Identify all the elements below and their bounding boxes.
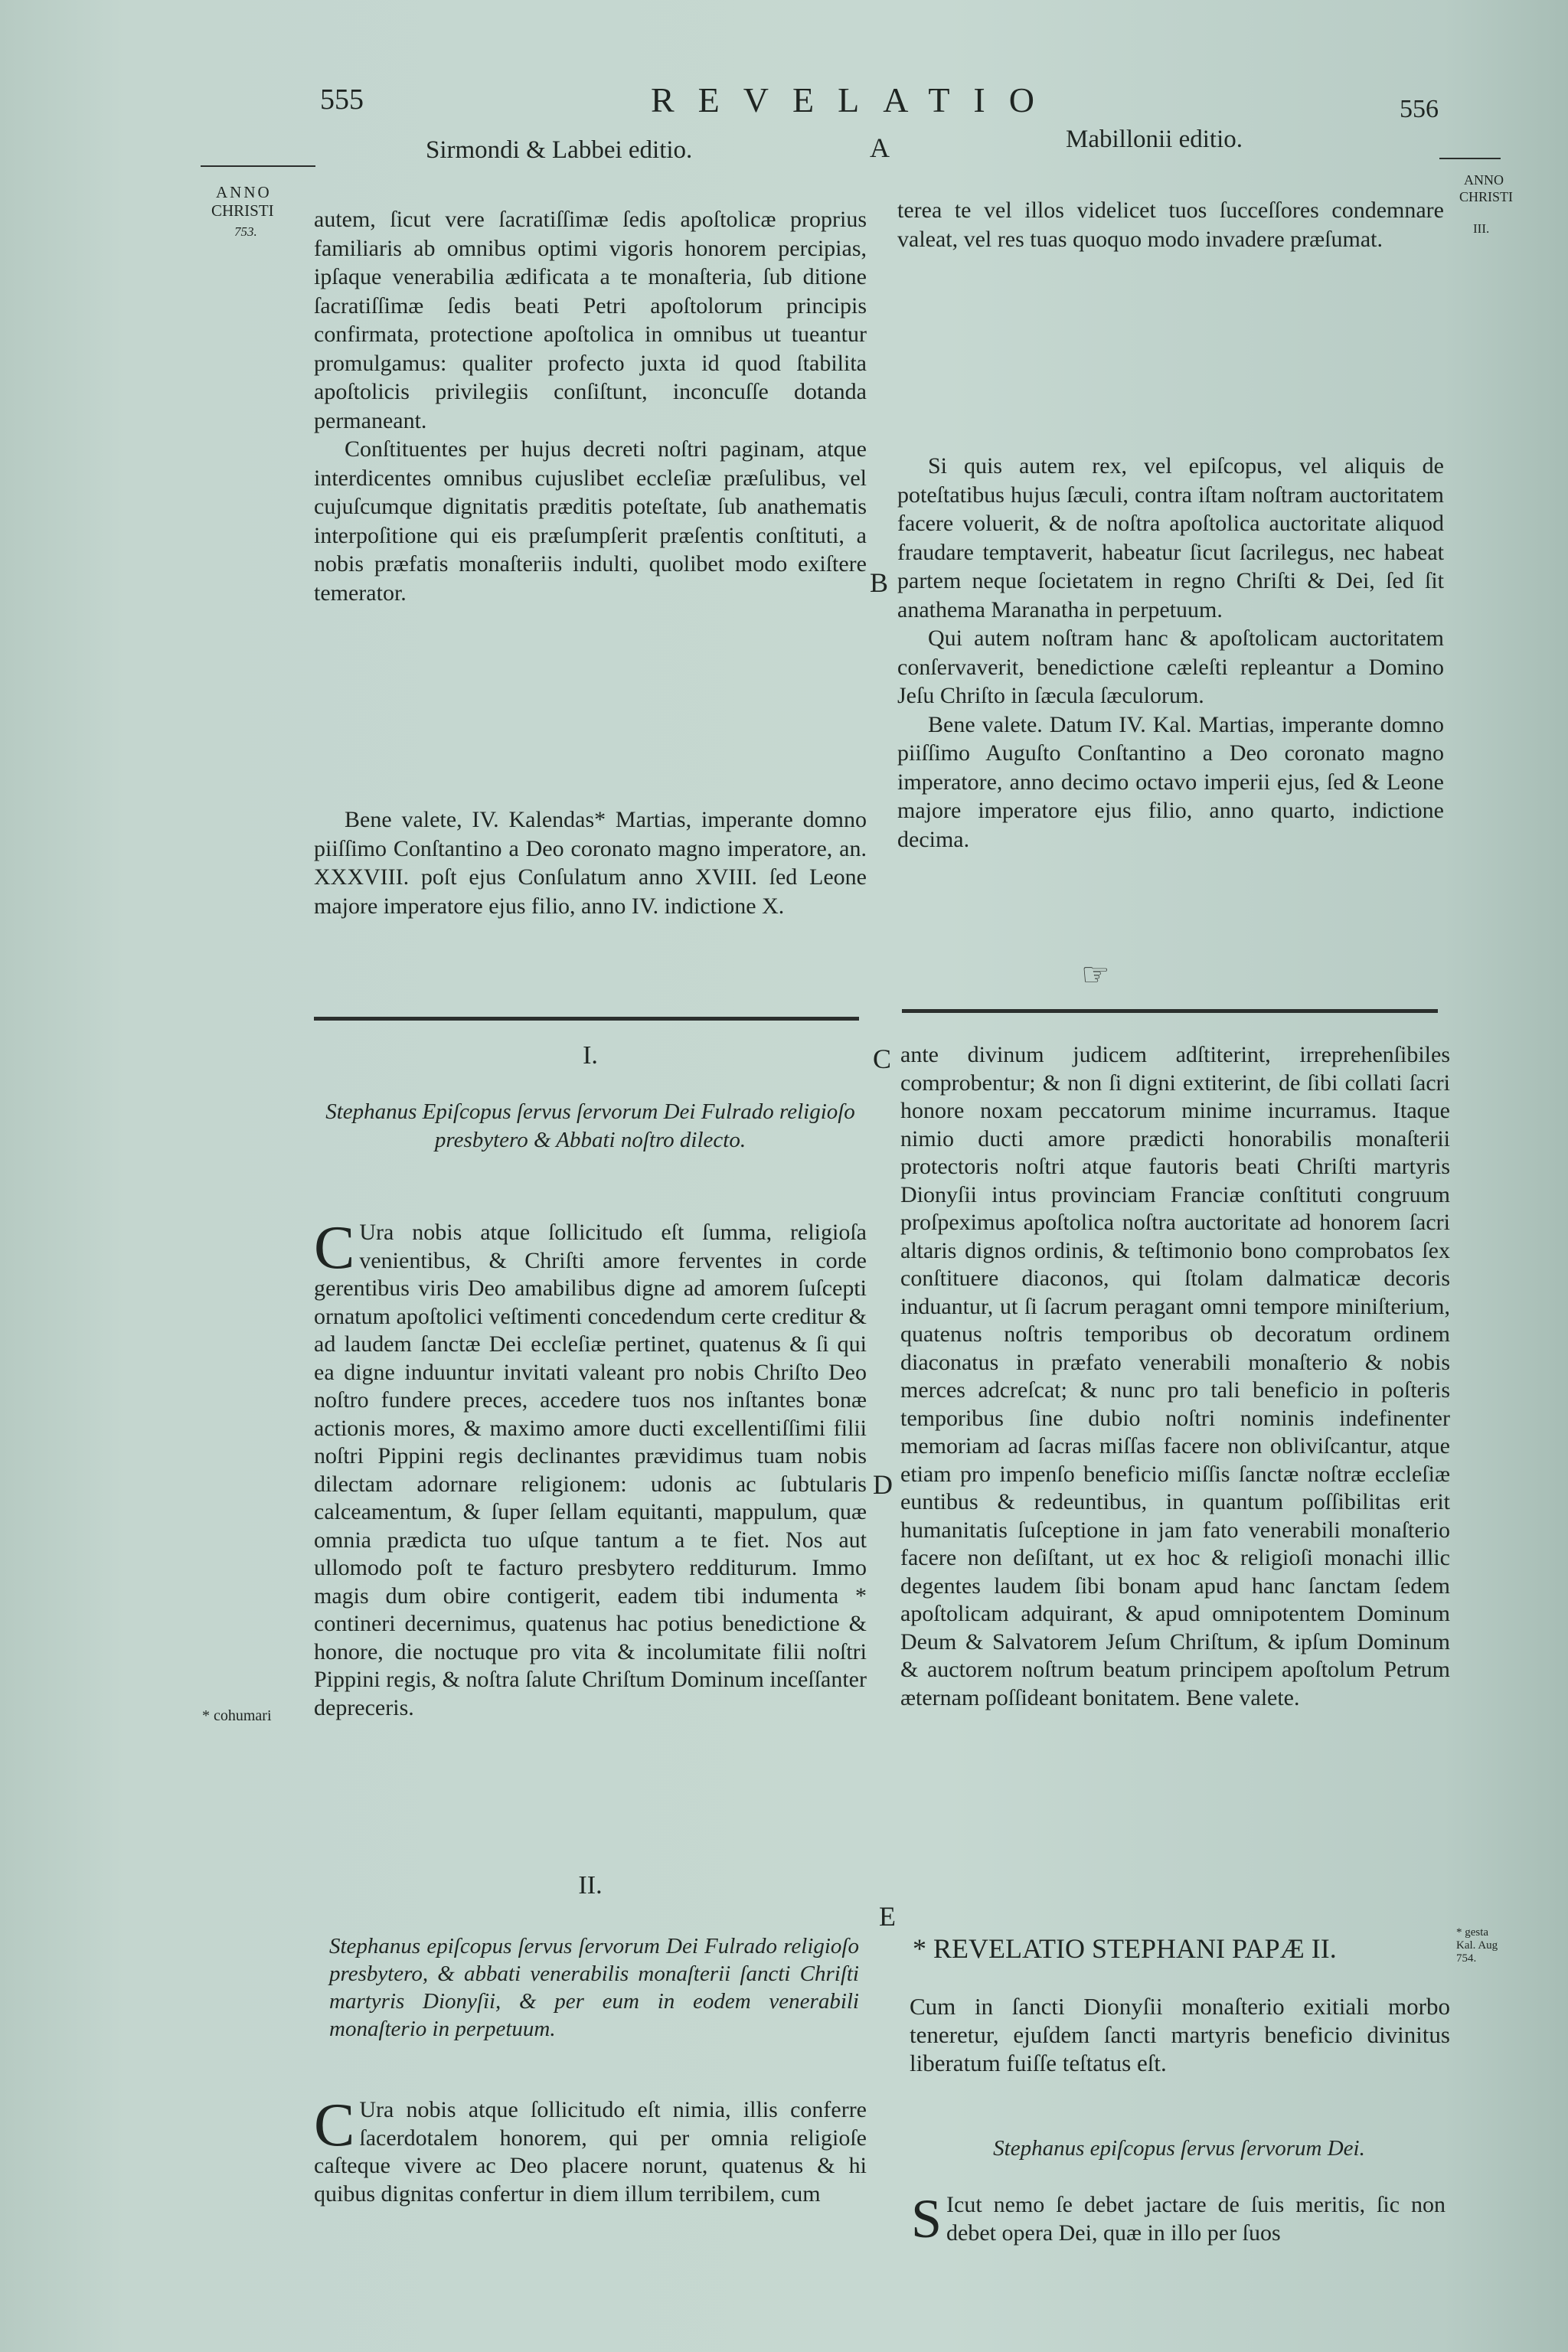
- edition-right: Mabillonii editio.: [1066, 126, 1243, 153]
- top-left-para-3: Bene valete, IV. Kalendas* Martias, imperante domno piiſſimo Conſtantino a Deo coronato magno imperatore, an. XXXVIII. poſt ejus Conſulatum anno XVIII. ſed Leone majore imperatore ejus filio, anno IV. indictione X.: [314, 807, 867, 919]
- divider-rule-right: [902, 1009, 1438, 1013]
- section-letter-c: C: [873, 1044, 892, 1074]
- margin-note-gesta-1: * gesta: [1456, 1926, 1489, 1939]
- doc1-numeral: I.: [583, 1041, 598, 1070]
- doc1-continuation: ante divinum judicem adſtiterint, irreprehenſibiles comprobentur; & non ſi digni extiterint, de ſibi collati ſacri honore noxam peccatorum minime incurramus. Itaque nimio ducti amore prædicti honorabilis monaſterii protectoris noſtri atque fautoris beati Chriſti martyris Dionyſii intus provinciam Franciæ conſtituti congruum proſpeximus apoſtolica noſtra auctoritate ad honorem ſacri altaris dignos ordinis, & teſtimonio bono comprobatos ſex conſtituere diaconos, qui ſtolam dalmaticæ decoris induantur, ut ſi ſacrum peragant omni tempore miniſterium, quatenus noſtris temporibus ob decoratum ordinem diaconatus in præfato venerabili monaſterio & nobis merces adcreſcat; & nunc pro tali beneficio in poſteris temporibus ſine dubio noſtri nominis indefinenter memoriam ad ſacras miſſas facere non obliviſcantur, atque etiam pro impenſo beneficio miſſis ſanctæ noſtræ eccleſiæ euntibus & redeuntibus, in quantum poſſibilitas erit humanitatis ſuſceptione in jam fato venerabili monaſterio facere non deſiſtant, ut ex hoc & religioſi monachi illic degentes laudem ſibi bonam apud hanc ſanctam ſedem apoſtolicam adquirant, & apud omnipotentem Dominum Deum & Salvatorem Jeſum Chriſtum, & ipſum Dominum & auctorem noſtrum beatum principem apoſtolum Petrum æternam poſſideant bonitatem. Bene valete.: [900, 1042, 1450, 1710]
- doc2-numeral: II.: [578, 1871, 603, 1900]
- top-left-para-1: autem, ſicut vere ſacratiſſimæ ſedis apoſtolicæ proprius familiaris ab omnibus optimi vigoris honorem percipias, ipſaque venerabilia ædificata a te monaſteria, ſub ditione ſacratiſſimæ ſedis beati Petri apoſtolorum principis confirmata, protectione apoſtolica in omnibus ut tueantur promulgamus: qualiter profecto juxta id quod ſtabilita apoſtolicis privilegiis conſiſtunt, inconcuſſe dotanda permaneant.: [314, 207, 867, 433]
- section-letter-b: B: [870, 567, 889, 598]
- margin-anno-right: ANNO: [1464, 172, 1504, 188]
- doc1-initial: C: [314, 1214, 355, 1282]
- doc1-address: Stephanus Epiſcopus ſervus ſervorum Dei Fulrado religioſo presbytero & Abbati noſtro dilecto.: [325, 1099, 855, 1152]
- page-number-left: 555: [320, 83, 364, 116]
- top-left-column: [314, 205, 867, 607]
- top-left-dating: [314, 805, 867, 920]
- margin-year-left: 753.: [234, 224, 257, 239]
- running-title: REVELATIO: [651, 80, 1058, 119]
- page-number-right: 556: [1400, 95, 1439, 123]
- top-right-column: [897, 196, 1444, 253]
- edition-left: Sirmondi & Labbei editio.: [426, 136, 693, 164]
- revelatio-address: Stephanus epiſcopus ſervus ſervorum Dei.: [993, 2136, 1365, 2161]
- margin-rule-right: [1439, 158, 1501, 159]
- margin-note-gesta-3: 754.: [1456, 1952, 1477, 1965]
- pointing-hand-icon: ☞: [1081, 958, 1110, 993]
- top-right-para-4: Bene valete. Datum IV. Kal. Martias, imperante domno piiſſimo Auguſto Conſtantino a Deo coronato magno imperatore, anno decimo octavo imperii ejus, ſed & Leone majore imperatore ejus filio, anno quarto, indictione decima.: [897, 711, 1444, 852]
- doc2-body: Ura nobis atque ſollicitudo eſt nimia, illis conferre ſacerdotalem honorem, qui per omnia religioſe caſteque vivere ac Deo placere norunt, quatenus & hi quibus dignitas confertur in diem illum terribilem, cum: [314, 2097, 867, 2207]
- revelatio-body-block: [911, 2188, 1446, 2249]
- margin-note-cohumari: * cohumari: [202, 1707, 272, 1724]
- section-letter-e: E: [879, 1901, 896, 1932]
- margin-year-right: III.: [1473, 221, 1490, 236]
- margin-christi-right: CHRISTI: [1459, 189, 1514, 204]
- revelatio-body: Icut nemo ſe debet jactare de ſuis meritis, ſic non debet opera Dei, quæ in illo per ſuos: [946, 2192, 1446, 2246]
- revelatio-initial: S: [911, 2188, 942, 2249]
- top-right-para-1: terea te vel illos videlicet tuos ſucceſſores condemnare valeat, vel res tuas quoquo modo invadere præſumat.: [897, 198, 1444, 252]
- doc2-initial: C: [314, 2092, 355, 2159]
- doc2-address: Stephanus epiſcopus ſervus ſervorum Dei Fulrado religioſo presbytero, & abbati venerabilis monaſterii ſancti Chriſti martyris Dionyſii, & per eum in eodem venerabili monaſterio in perpetuum.: [329, 1934, 859, 2041]
- margin-rule-left: [201, 165, 315, 167]
- revelatio-summary: Cum in ſancti Dionyſii monaſterio exitiali morbo teneretur, ejuſdem ſancti martyris beneficio divinitus liberatum fuiſſe teſtatus eſt.: [910, 1993, 1450, 2076]
- top-right-block: [897, 452, 1444, 854]
- top-right-para-3: Qui autem noſtram hanc & apoſtolicam auctoritatem conſervaverit, benedictione cæleſti repleantur a Domino Jeſu Chriſto in ſæcula ſæculorum.: [897, 626, 1444, 708]
- section-letter-a: A: [870, 132, 890, 163]
- revelatio-heading: * REVELATIO STEPHANI PAPÆ II.: [913, 1933, 1337, 1964]
- section-letter-d: D: [873, 1469, 893, 1500]
- margin-christi-left: CHRISTI: [211, 201, 274, 220]
- top-right-para-2: Si quis autem rex, vel epiſcopus, vel aliquis de poteſtatibus hujus ſæculi, contra iſtam noſtram auctoritatem facere voluerit, & de noſtra apoſtolica auctoritate aliquod fraudare temptaverit, habeatur ſicut ſacrilegus, nec habeat partem neque ſocietatem in regno Chriſti & Dei, ſed ſit anathema Maranatha in perpetuum.: [897, 453, 1444, 622]
- divider-rule-left: [314, 1017, 859, 1021]
- margin-anno-left: ANNO: [216, 183, 272, 201]
- margin-note-gesta-2: Kal. Aug: [1456, 1939, 1498, 1952]
- doc1-body-block: [314, 1214, 867, 1722]
- top-left-para-2: Conſtituentes per hujus decreti noſtri paginam, atque interdicentes omnibus cujuslibet eccleſiæ præſulibus, vel cujuſcumque dignitatis præditis poteſtate, ſub anathematis interpoſitione qui eis præſumpſerit præſentis conſtituti, a nobis præfatis monaſteriis indulti, quolibet modo exiſtere temerator.: [314, 436, 867, 606]
- doc1-body: Ura nobis atque ſollicitudo eſt ſumma, religioſa venientibus, & Chriſti amore ferventes in corde gerentibus viris Deo amabilibus digne ad amorem ſuſcepti ornatum apoſtolici veſtimenti concedendum certe creditur & ad laudem ſanctæ Dei eccleſiæ pertinet, quatenus & ſi qui ea digne induuntur invitati valeant pro nobis Chriſto Deo noſtro fundere preces, accedere tuos nos inſtantes bonæ actionis mores, & maximo amore ducti excellentiſſimi filii noſtri Pippini regis declinantes prævidimus tuam nobis dilectam adornare religionem: udonis ac ſubtularis calceamentum, & ſuper ſellam equitanti, mappulum, quæ omnia prædicta tuo uſque tantum a te fiet. Nos aut ullomodo poſt te facturo presbytero redditurum. Immo magis dum obire contigerit, eadem tibi indumenta * contineri decernimus, quatenus hac potius benedictione & honore, die noctuque pro vita & incolumitate filii noſtri Pippini regis, & noſtra ſalute Chriſtum Dominum inceſſanter depreceris.: [314, 1220, 867, 1720]
- margin-note-gesta: [1456, 1926, 1498, 1965]
- doc2-body-block: [314, 2092, 867, 2208]
